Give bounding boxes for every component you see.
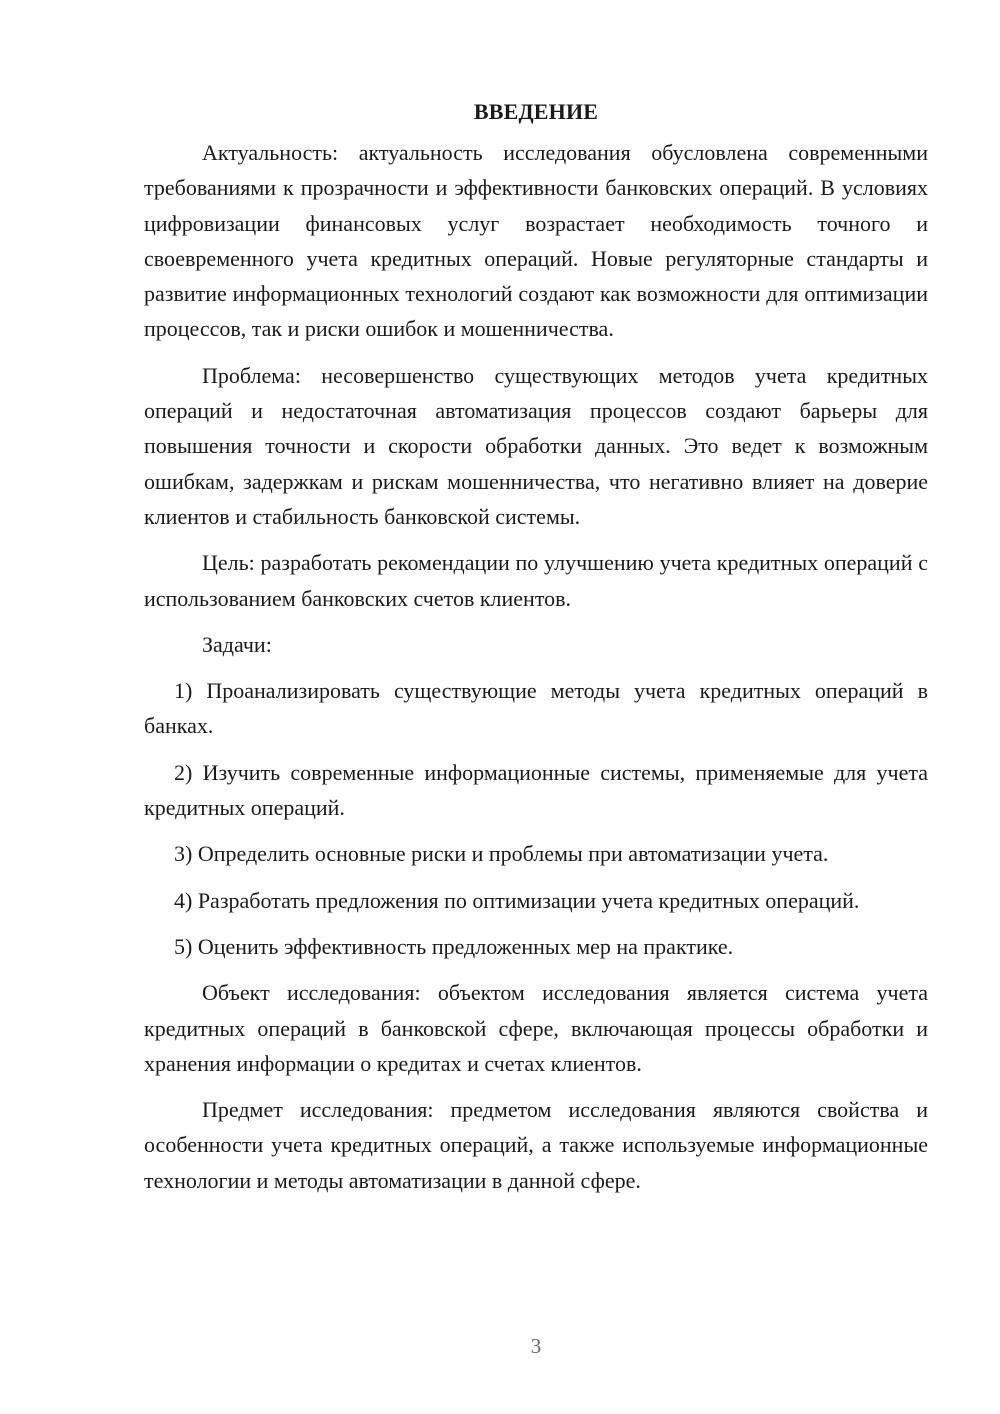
section-title: ВВЕДЕНИЕ [473,99,599,124]
page-content [144,94,928,1209]
paragraph-relevance: Актуальность: актуальность исследования обусловлена современными требованиями к прозрачности и эффективности банковских операций. В условиях цифровизации финансовых услуг возрастает необходимость точного и своевременного учета кредитных операций. Новые регуляторные стандарты и развитие информационных технологий создают как возможности для оптимизации процессов, так и риски ошибок и мошенничества. [144,140,928,342]
paragraph-object: Объект исследования: объектом исследования является система учета кредитных операций в банковской сфере, включающая процессы обработки и хранения информации о кредитах и счетах клиентов. [144,980,928,1076]
task-item-1: 1) Проанализировать существующие методы учета кредитных операций в банках. [144,678,928,739]
task-item-3: 3) Определить основные риски и проблемы при автоматизации учета. [174,841,829,867]
task-item-4: 4) Разработать предложения по оптимизации учета кредитных операций. [174,887,860,913]
paragraph-goal: Цель: разработать рекомендации по улучшению учета кредитных операций с использованием банковских счетов клиентов. [144,550,928,611]
paragraph-problem: Проблема: несовершенство существующих методов учета кредитных операций и недостаточная автоматизация процессов создают барьеры для повышения точности и скорости обработки данных. Это ведет к возможным ошибкам, задержкам и рискам мошенничества, что негативно влияет на доверие клиентов и стабильность банковской системы. [144,362,928,529]
task-item-2: 2) Изучить современные информационные системы, применяемые для учета кредитных операций. [144,759,928,821]
task-item-5: 5) Оценить эффективность предложенных мер на практике. [174,933,734,959]
paragraph-tasks-heading: Задачи: [202,631,272,657]
page-number: 3 [530,1334,542,1358]
paragraph-subject: Предмет исследования: предметом исследования являются свойства и особенности учета кредитных операций, а также используемые информационные технологии и методы автоматизации в данной сфере. [144,1097,928,1193]
